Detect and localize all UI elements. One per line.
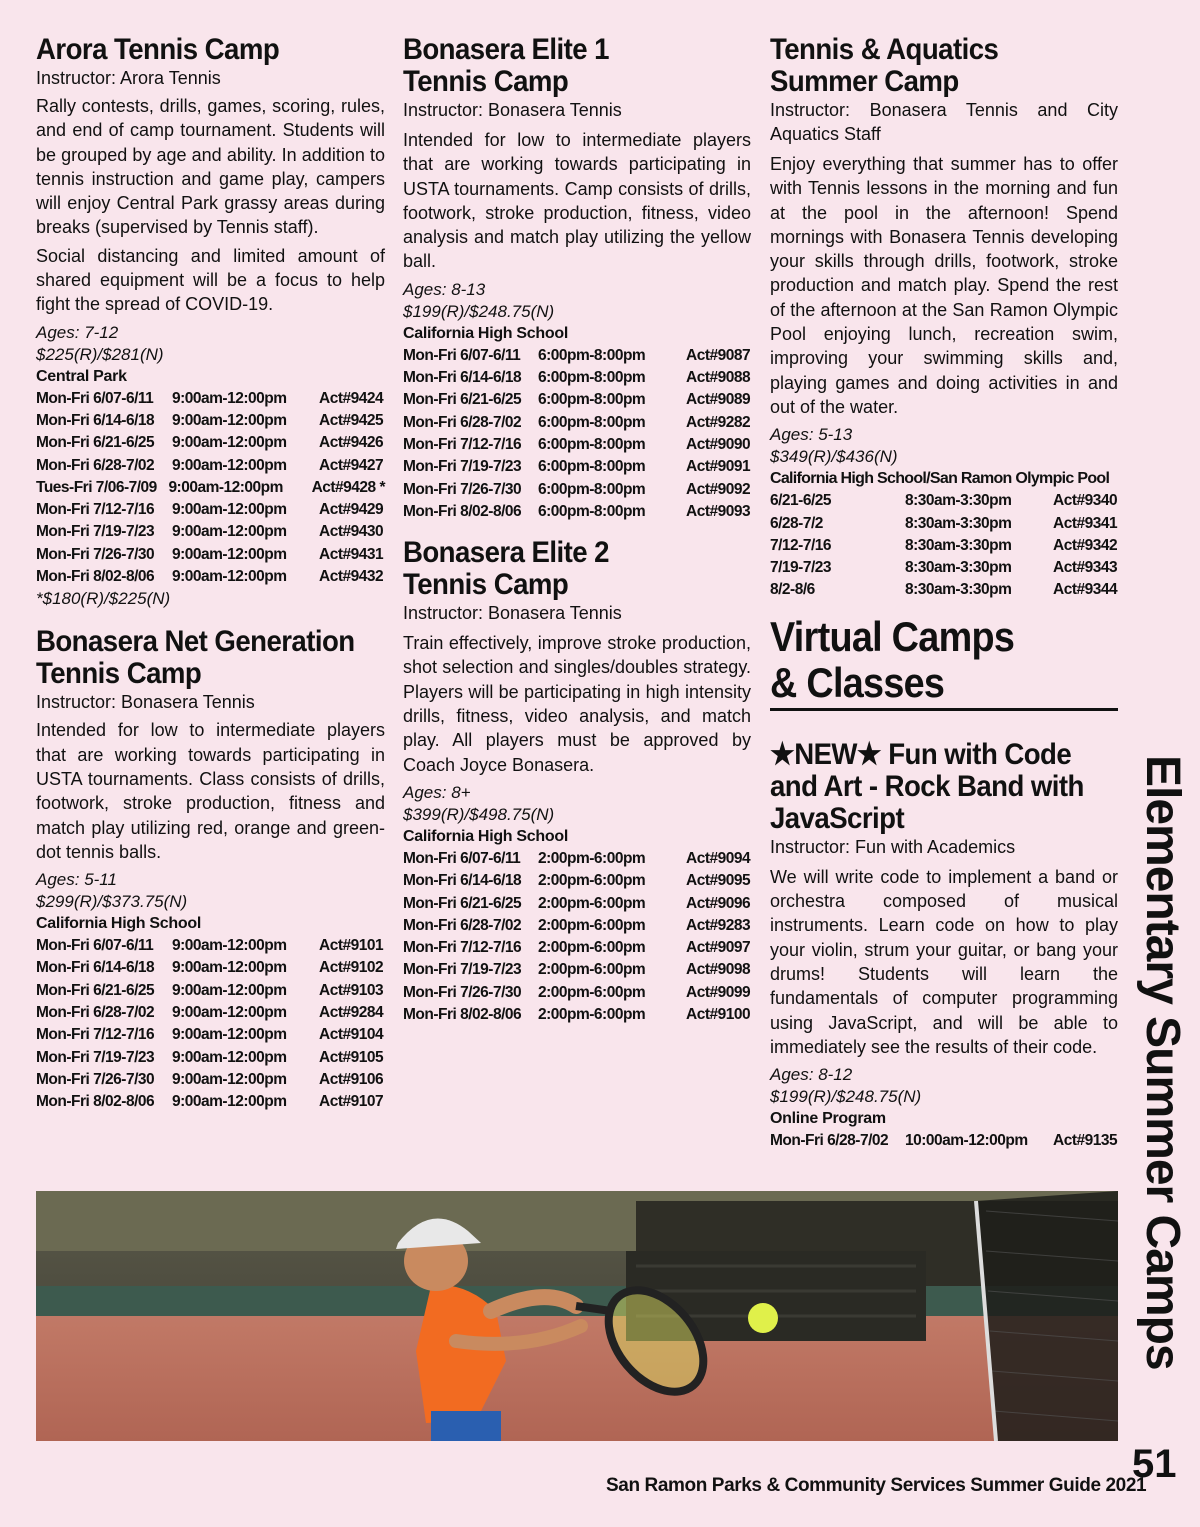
schedule-time: 8:30am-3:30pm: [905, 492, 1012, 510]
schedule-activity-number: Act#9106: [319, 1070, 384, 1088]
arora-price: $225(R)/$281(N): [36, 344, 164, 364]
schedule-activity-number: Act#9104: [319, 1026, 384, 1044]
schedule-dates: Mon-Fri 6/14-6/18: [403, 369, 522, 387]
netgen-location: California High School: [36, 915, 201, 933]
schedule-activity-number: Act#9429: [319, 501, 384, 519]
schedule-row: [770, 579, 1118, 601]
elite1-price: $199(R)/$248.75(N): [403, 301, 555, 321]
aquatics-description: Enjoy everything that summer has to offer with Tennis lessons in the morning and fun at the pool in the afternoon! Spend mornings with Bonasera Tennis developing your skills through drills, footwork, stroke production and match play. Spend the rest of the afternoon at the San Ramon Olympic Pool enjoying lunch, recreation swim, improving your swimming skills and, playing games and doing activities in and out of the water.: [770, 154, 1118, 417]
schedule-row: [403, 959, 751, 981]
schedule-row: [36, 935, 385, 957]
schedule-row: [36, 521, 385, 543]
schedule-time: 2:00pm-6:00pm: [538, 849, 646, 867]
aquatics-camp-section: [770, 34, 1118, 602]
schedule-activity-number: Act#9100: [686, 1006, 751, 1024]
schedule-activity-number: Act#9102: [319, 959, 384, 977]
schedule-activity-number: Act#9098: [686, 961, 751, 979]
schedule-activity-number: Act#9101: [319, 937, 384, 955]
schedule-row: [403, 367, 751, 389]
arora-camp-section: [36, 34, 385, 610]
elite1-instructor: Instructor: Bonasera Tennis: [403, 100, 622, 120]
schedule-dates: Mon-Fri 6/07-6/11: [36, 389, 154, 407]
arora-instructor: Instructor: Arora Tennis: [36, 68, 221, 88]
schedule-row: [36, 544, 385, 566]
code-schedule: [770, 1130, 1118, 1152]
schedule-time: 9:00am-12:00pm: [172, 434, 287, 452]
aquatics-ages: Ages: 5-13: [770, 425, 853, 445]
schedule-dates: Mon-Fri 7/26-7/30: [403, 983, 522, 1001]
code-class-section: [770, 739, 1118, 1153]
schedule-row: [403, 848, 751, 870]
elite1-camp-title-line2: Tennis Camp: [403, 65, 569, 98]
schedule-row: [36, 499, 385, 521]
schedule-row: [36, 566, 385, 588]
schedule-time: 9:00am-12:00pm: [172, 545, 287, 563]
aquatics-camp-title-line1: Tennis & Aquatics: [770, 33, 999, 66]
code-class-title-line1: ★NEW★ Fun with Code: [770, 737, 1072, 771]
schedule-activity-number: Act#9093: [686, 502, 751, 520]
side-section-title: Elementary Summer Camps: [1136, 755, 1189, 1370]
elite2-camp-title-line1: Bonasera Elite 2: [403, 536, 609, 570]
schedule-activity-number: Act#9432: [319, 568, 384, 586]
schedule-activity-number: Act#9090: [686, 435, 751, 453]
schedule-row: [403, 501, 751, 523]
schedule-row: [770, 535, 1118, 557]
schedule-row: [403, 915, 751, 937]
schedule-dates: Mon-Fri 7/19-7/23: [403, 458, 522, 476]
virtual-camps-heading: [770, 614, 1118, 711]
schedule-dates: Tues-Fri 7/06-7/09: [36, 478, 157, 496]
arora-schedule: [36, 388, 385, 589]
schedule-activity-number: Act#9428 *: [311, 478, 385, 496]
schedule-activity-number: Act#9427: [319, 456, 384, 474]
schedule-dates: 6/28-7/2: [770, 514, 823, 532]
schedule-dates: Mon-Fri 8/02-8/06: [403, 502, 522, 520]
schedule-time: 9:00am-12:00pm: [172, 456, 287, 474]
schedule-activity-number: Act#9092: [686, 480, 751, 498]
code-class-title-line3: JavaScript: [770, 801, 905, 835]
schedule-row: [36, 1091, 385, 1113]
schedule-activity-number: Act#9103: [319, 981, 384, 999]
schedule-row: [770, 513, 1118, 535]
schedule-time: 6:00pm-8:00pm: [538, 502, 646, 520]
schedule-time: 8:30am-3:30pm: [905, 514, 1012, 532]
elite1-camp-section: [403, 34, 751, 523]
netgen-ages: Ages: 5-11: [36, 870, 117, 890]
schedule-time: 2:00pm-6:00pm: [538, 983, 646, 1001]
schedule-dates: 7/12-7/16: [770, 536, 831, 554]
netgen-schedule: [36, 935, 385, 1113]
aquatics-schedule: [770, 490, 1118, 601]
schedule-activity-number: Act#9342: [1053, 536, 1118, 554]
schedule-time: 2:00pm-6:00pm: [538, 1006, 646, 1024]
schedule-row: [36, 432, 385, 454]
schedule-activity-number: Act#9430: [319, 523, 384, 541]
schedule-dates: Mon-Fri 7/12-7/16: [403, 435, 522, 453]
elite1-description: Intended for low to intermediate players that are working towards participating in USTA tournaments. Camp consists of drills, footwork, stroke production, fitness, video analysis and match play utilizing the yellow ball.: [403, 130, 751, 272]
elite2-instructor: Instructor: Bonasera Tennis: [403, 603, 622, 624]
arora-location: Central Park: [36, 367, 127, 385]
schedule-activity-number: Act#9284: [319, 1004, 384, 1022]
schedule-dates: Mon-Fri 6/21-6/25: [403, 391, 522, 409]
schedule-time: 9:00am-12:00pm: [172, 1004, 287, 1022]
schedule-row: [36, 1069, 385, 1091]
schedule-activity-number: Act#9105: [319, 1048, 384, 1066]
schedule-activity-number: Act#9088: [686, 369, 751, 387]
aquatics-camp-title-line2: Summer Camp: [770, 65, 959, 98]
schedule-time: 9:00am-12:00pm: [172, 389, 287, 407]
schedule-row: [403, 937, 751, 959]
elite2-location: California High School: [403, 827, 568, 845]
schedule-time: 2:00pm-6:00pm: [538, 872, 646, 890]
netgen-instructor: Instructor: Bonasera Tennis: [36, 692, 255, 713]
schedule-dates: Mon-Fri 6/14-6/18: [36, 411, 155, 429]
virtual-heading-line1: Virtual Camps: [770, 612, 1015, 660]
schedule-dates: Mon-Fri 6/14-6/18: [36, 959, 155, 977]
schedule-time: 10:00am-12:00pm: [905, 1132, 1028, 1150]
schedule-dates: Mon-Fri 7/12-7/16: [403, 939, 522, 957]
schedule-activity-number: Act#9099: [686, 983, 751, 1001]
schedule-time: 6:00pm-8:00pm: [538, 480, 646, 498]
schedule-dates: 8/2-8/6: [770, 581, 815, 599]
schedule-dates: Mon-Fri 7/19-7/23: [36, 523, 155, 541]
schedule-activity-number: Act#9282: [686, 413, 751, 431]
schedule-row: [403, 456, 751, 478]
schedule-time: 8:30am-3:30pm: [905, 581, 1012, 599]
elite2-price: $399(R)/$498.75(N): [403, 804, 555, 824]
schedule-dates: Mon-Fri 7/26-7/30: [36, 1070, 155, 1088]
schedule-dates: Mon-Fri 6/14-6/18: [403, 872, 522, 890]
schedule-time: 6:00pm-8:00pm: [538, 413, 646, 431]
arora-description-covid: Social distancing and limited amount of shared equipment will be a focus to help fight the spread of COVID-19.: [36, 245, 385, 315]
schedule-activity-number: Act#9089: [686, 391, 751, 409]
tennis-player-illustration: [36, 1191, 1118, 1441]
aquatics-price: $349(R)/$436(N): [770, 447, 898, 467]
aquatics-instructor: Instructor: Bonasera Tennis and City Aquatics Staff: [770, 100, 1118, 144]
code-description: We will write code to implement a band or orchestra composed of musical instruments. Learn code on how to play your violin, strum your guitar, or bang your drums! Students will learn the fundamentals of computer programming using JavaScript, and will be able to immediately see the results of their code.: [770, 866, 1118, 1057]
schedule-time: 6:00pm-8:00pm: [538, 435, 646, 453]
schedule-dates: Mon-Fri 6/21-6/25: [36, 981, 155, 999]
schedule-time: 9:00am-12:00pm: [172, 1093, 287, 1111]
schedule-time: 9:00am-12:00pm: [172, 1026, 287, 1044]
schedule-time: 6:00pm-8:00pm: [538, 346, 646, 364]
netgen-camp-title-line2: Tennis Camp: [36, 657, 202, 691]
schedule-time: 9:00am-12:00pm: [172, 501, 287, 519]
schedule-activity-number: Act#9341: [1053, 514, 1118, 532]
schedule-activity-number: Act#9095: [686, 872, 751, 890]
schedule-activity-number: Act#9097: [686, 939, 751, 957]
schedule-dates: Mon-Fri 6/28-7/02: [770, 1132, 889, 1150]
schedule-dates: Mon-Fri 6/28-7/02: [403, 413, 522, 431]
schedule-activity-number: Act#9094: [686, 849, 751, 867]
schedule-time: 9:00am-12:00pm: [172, 568, 287, 586]
schedule-dates: Mon-Fri 8/02-8/06: [36, 568, 155, 586]
schedule-row: [770, 557, 1118, 579]
aquatics-location: California High School/San Ramon Olympic Pool: [770, 470, 1110, 488]
column-right: [770, 34, 1118, 1162]
schedule-time: 2:00pm-6:00pm: [538, 916, 646, 934]
page-number: 51: [1132, 1442, 1177, 1486]
schedule-time: 8:30am-3:30pm: [905, 559, 1012, 577]
schedule-time: 9:00am-12:00pm: [172, 1070, 287, 1088]
arora-ages: Ages: 7-12: [36, 322, 119, 342]
schedule-row: [36, 1024, 385, 1046]
elite1-location: California High School: [403, 324, 568, 342]
schedule-row: [36, 980, 385, 1002]
netgen-description: Intended for low to intermediate players that are working towards participating in USTA tournaments. Class consists of drills, footwork, stroke production, fitness and match play utilizing red, orange and green-dot tennis balls.: [36, 720, 385, 862]
code-class-title-line2: and Art - Rock Band with: [770, 769, 1084, 803]
schedule-dates: Mon-Fri 7/12-7/16: [36, 501, 155, 519]
netgen-camp-section: [36, 626, 385, 1113]
schedule-row: [36, 1047, 385, 1069]
schedule-dates: Mon-Fri 7/26-7/30: [36, 545, 155, 563]
schedule-row: [403, 1004, 751, 1026]
arora-description: Rally contests, drills, games, scoring, rules, and end of camp tournament. Students will be grouped by age and ability. In addition to tennis instruction and game play, campers will enjoy Central Park grassy areas during breaks (supervised by Tennis staff).: [36, 96, 385, 238]
schedule-time: 9:00am-12:00pm: [172, 959, 287, 977]
schedule-dates: Mon-Fri 6/28-7/02: [403, 916, 522, 934]
schedule-activity-number: Act#9096: [686, 894, 751, 912]
schedule-time: 9:00am-12:00pm: [172, 1048, 287, 1066]
schedule-activity-number: Act#9425: [319, 411, 384, 429]
column-middle: [403, 34, 751, 1036]
code-ages: Ages: 8-12: [770, 1065, 853, 1085]
schedule-row: [36, 388, 385, 410]
netgen-camp-title-line1: Bonasera Net Generation: [36, 625, 355, 659]
elite1-ages: Ages: 8-13: [403, 279, 486, 299]
schedule-dates: Mon-Fri 6/28-7/02: [36, 1004, 155, 1022]
schedule-dates: Mon-Fri 7/19-7/23: [36, 1048, 155, 1066]
schedule-activity-number: Act#9135: [1053, 1132, 1118, 1150]
schedule-dates: Mon-Fri 6/21-6/25: [36, 434, 155, 452]
code-instructor: Instructor: Fun with Academics: [770, 836, 1016, 857]
elite2-ages: Ages: 8+: [403, 782, 471, 802]
netgen-price: $299(R)/$373.75(N): [36, 892, 188, 912]
schedule-dates: Mon-Fri 6/07-6/11: [403, 849, 521, 867]
schedule-activity-number: Act#9426: [319, 434, 384, 452]
schedule-time: 6:00pm-8:00pm: [538, 369, 646, 387]
schedule-row: [403, 389, 751, 411]
schedule-time: 9:00am-12:00pm: [172, 981, 287, 999]
schedule-activity-number: Act#9344: [1053, 581, 1118, 599]
elite1-camp-title-line1: Bonasera Elite 1: [403, 33, 609, 66]
code-price: $199(R)/$248.75(N): [770, 1087, 922, 1107]
schedule-activity-number: Act#9431: [319, 545, 384, 563]
schedule-row: [36, 477, 385, 499]
schedule-time: 9:00am-12:00pm: [172, 411, 287, 429]
schedule-row: [36, 1002, 385, 1024]
schedule-dates: Mon-Fri 8/02-8/06: [36, 1093, 155, 1111]
schedule-dates: Mon-Fri 7/19-7/23: [403, 961, 522, 979]
schedule-time: 6:00pm-8:00pm: [538, 391, 646, 409]
schedule-activity-number: Act#9107: [319, 1093, 384, 1111]
schedule-time: 9:00am-12:00pm: [172, 523, 287, 541]
schedule-dates: Mon-Fri 8/02-8/06: [403, 1006, 522, 1024]
schedule-row: [36, 410, 385, 432]
schedule-time: 2:00pm-6:00pm: [538, 961, 646, 979]
schedule-activity-number: Act#9343: [1053, 559, 1118, 577]
schedule-dates: Mon-Fri 7/26-7/30: [403, 480, 522, 498]
column-left: [36, 34, 385, 1124]
schedule-time: 2:00pm-6:00pm: [538, 939, 646, 957]
schedule-dates: 7/19-7/23: [770, 559, 831, 577]
schedule-row: [403, 982, 751, 1004]
schedule-dates: 6/21-6/25: [770, 492, 831, 510]
schedule-activity-number: Act#9087: [686, 346, 751, 364]
schedule-row: [403, 434, 751, 456]
elite2-schedule: [403, 848, 751, 1026]
schedule-activity-number: Act#9283: [686, 916, 751, 934]
schedule-row: [403, 893, 751, 915]
schedule-dates: Mon-Fri 6/07-6/11: [403, 346, 521, 364]
schedule-dates: Mon-Fri 7/12-7/16: [36, 1026, 155, 1044]
schedule-row: [403, 412, 751, 434]
schedule-row: [36, 957, 385, 979]
schedule-row: [403, 345, 751, 367]
footer-publication-title: San Ramon Parks & Community Services Summer Guide 2021: [606, 1475, 1147, 1496]
elite2-description: Train effectively, improve stroke production, shot selection and singles/doubles strategy. Players will be participating in high intensity drills, fitness, video analysis, and match play. All players must be approved by Coach Joyce Bonasera.: [403, 633, 751, 775]
tennis-player-photo: [36, 1191, 1118, 1441]
schedule-time: 6:00pm-8:00pm: [538, 458, 646, 476]
arora-camp-title: Arora Tennis Camp: [36, 33, 280, 66]
virtual-heading-line2: & Classes: [770, 658, 945, 706]
schedule-activity-number: Act#9091: [686, 458, 751, 476]
schedule-activity-number: Act#9424: [319, 389, 384, 407]
schedule-row: [770, 1130, 1118, 1152]
elite1-schedule: [403, 345, 751, 523]
schedule-row: [403, 870, 751, 892]
schedule-row: [403, 479, 751, 501]
schedule-time: 9:00am-12:00pm: [172, 937, 287, 955]
schedule-time: 2:00pm-6:00pm: [538, 894, 646, 912]
elite2-camp-title-line2: Tennis Camp: [403, 568, 569, 602]
elite2-camp-section: [403, 537, 751, 1026]
code-location: Online Program: [770, 1110, 886, 1128]
schedule-dates: Mon-Fri 6/28-7/02: [36, 456, 155, 474]
schedule-dates: Mon-Fri 6/07-6/11: [36, 937, 154, 955]
schedule-time: 9:00am-12:00pm: [168, 478, 283, 496]
schedule-time: 8:30am-3:30pm: [905, 536, 1012, 554]
schedule-dates: Mon-Fri 6/21-6/25: [403, 894, 522, 912]
schedule-activity-number: Act#9340: [1053, 492, 1118, 510]
arora-note: *$180(R)/$225(N): [36, 589, 171, 609]
schedule-row: [770, 490, 1118, 512]
schedule-row: [36, 455, 385, 477]
